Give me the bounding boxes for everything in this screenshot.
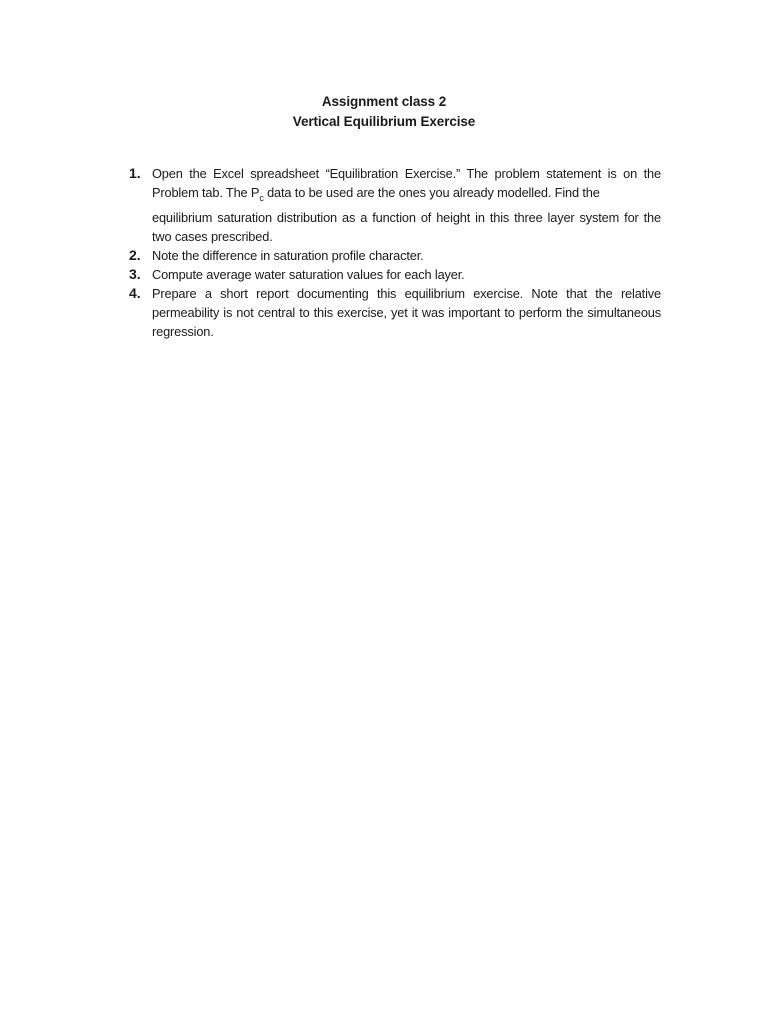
pc-subscript: c: [259, 193, 264, 203]
task-1-text-part2: data to be used are the ones you already modelled. Find the: [263, 185, 600, 200]
task-item-1: [129, 164, 661, 246]
task-list: [129, 164, 661, 341]
task-1-paragraph-start: [152, 164, 661, 202]
task-text: Compute average water saturation values for each layer.: [152, 267, 465, 282]
document-title: Assignment class 2: [321, 94, 447, 109]
task-text: [152, 164, 661, 246]
title-block: [0, 92, 768, 132]
task-number: 2.: [129, 247, 141, 263]
task-text: Note the difference in saturation profile character.: [152, 248, 424, 263]
task-1-text-part1: Open the Excel spreadsheet “Equilibration Exercise.” The problem statement is on the Problem tab. The P: [152, 166, 661, 200]
task-number: 1.: [129, 165, 141, 181]
task-item-4: [129, 284, 661, 341]
task-number: 4.: [129, 285, 141, 301]
task-number: 3.: [129, 266, 141, 282]
task-item-2: [129, 246, 661, 265]
task-item-3: [129, 265, 661, 284]
document-subtitle: Vertical Equilibrium Exercise: [292, 114, 476, 129]
task-text: Prepare a short report documenting this equilibrium exercise. Note that the relative permeability is not central to this exercise, yet it was important to perform the simultaneous regression.: [152, 286, 661, 339]
task-1-text-part3: equilibrium saturation distribution as a function of height in this three layer system for the two cases prescribed.: [152, 210, 661, 244]
